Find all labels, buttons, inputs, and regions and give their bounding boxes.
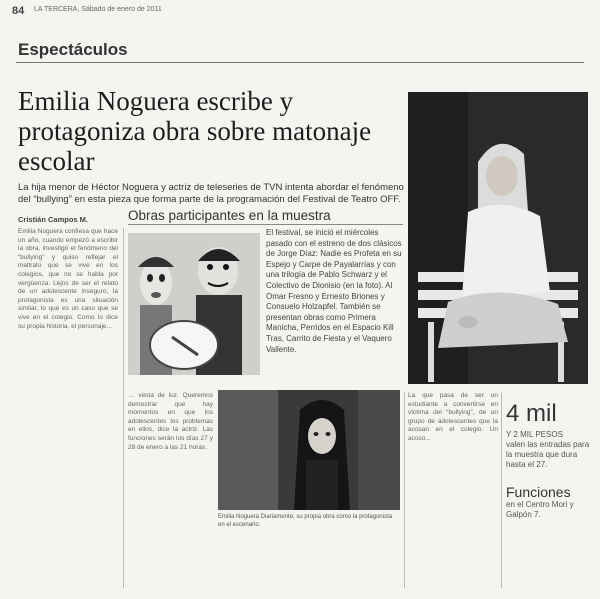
photo-emilia-noguera [218, 390, 400, 510]
column-divider [123, 228, 124, 588]
stat-description: valen las entradas para la muestra que dura hasta el 27. [506, 440, 590, 469]
column-divider [501, 392, 502, 588]
stat-detail [506, 430, 592, 470]
box-text: El festival, se inició el miércoles pasado con el estreno de dos clásicos de Jorge Díaz: Nadie es Profeta en su Espejo y Carpe de Payalarrías y con una trilogía de Pablo Schwarz y el Colectivo de Dionisio (en la foto). Al Omar Fresno y Ernesto Briones y Consuelo Holzapfel. También se presentan obras como Primera Manicha, Perridos en el Espacio Kill Tras, Carrito de Fiesta y el Vaquero Vallente. [266, 228, 402, 354]
box-title: Obras participantes en la muestra [128, 208, 335, 223]
publication-info: LA TERCERA, Sábado de enero de 2011 [34, 6, 162, 13]
article-byline: Cristián Campos M. [18, 215, 89, 224]
photo-actress-portrait [408, 92, 588, 384]
section-rule [16, 62, 584, 63]
stat-label: Y 2 MIL PESOS [506, 430, 563, 439]
section-title: Espectáculos [18, 40, 128, 59]
photo-caption: Emilia Noguera Diariamente, su propia obra como la protagonista en el escenario. [218, 514, 393, 528]
body-column-2: … vesta de luz. Queremos demostrar que hay momentos en que los adolescentes los problemas en ellos, dice la actriz. Las funciones serán los días 27 y 28 de enero a las 21 horas. [128, 392, 213, 451]
body-column-4: La que pasa de ser un estudiante a convertirse en víctima del “bullying”, de un grupo de adolescentes que la acosan en el colegio. Un acoso... [408, 392, 498, 442]
body-column-1: Emilia Noguera confiesa que hace un año, cuando empezó a escribir la obra, investigó el fenómeno del “bullying” y quiso reflejar el maltrato que se vive en los colegios, que no se habla por vergüenza. Lejos de ser el relato de un adolescente inseguro, la protagonista es una situación similar, lo que es un caso que se vive en el colegio. Como lo dice su propia historia, el personaje... [18, 228, 118, 330]
box-rule [128, 224, 403, 225]
actress-portrait-illustration [408, 92, 588, 384]
stat-number: 4 mil [506, 400, 557, 427]
puppets-illustration [128, 233, 260, 375]
page-number: 84 [12, 5, 25, 17]
article-deck: La hija menor de Héctor Noguera y actriz de teleseries de TVN intenta abordar el fenómeno del “bullying” en esta pieza que forma parte de la programación del Festival de Teatro OFF. [18, 182, 404, 205]
column-divider [404, 392, 405, 588]
emilia-photo-illustration [218, 390, 400, 510]
funciones-title: Funciones [506, 484, 571, 500]
article-headline: Emilia Noguera escribe y protagoniza obra sobre matonaje escolar [18, 86, 372, 176]
funciones-detail: en el Centro Mori y Galpón 7. [506, 500, 574, 519]
top-bar [12, 4, 588, 18]
photo-puppets [128, 233, 260, 375]
